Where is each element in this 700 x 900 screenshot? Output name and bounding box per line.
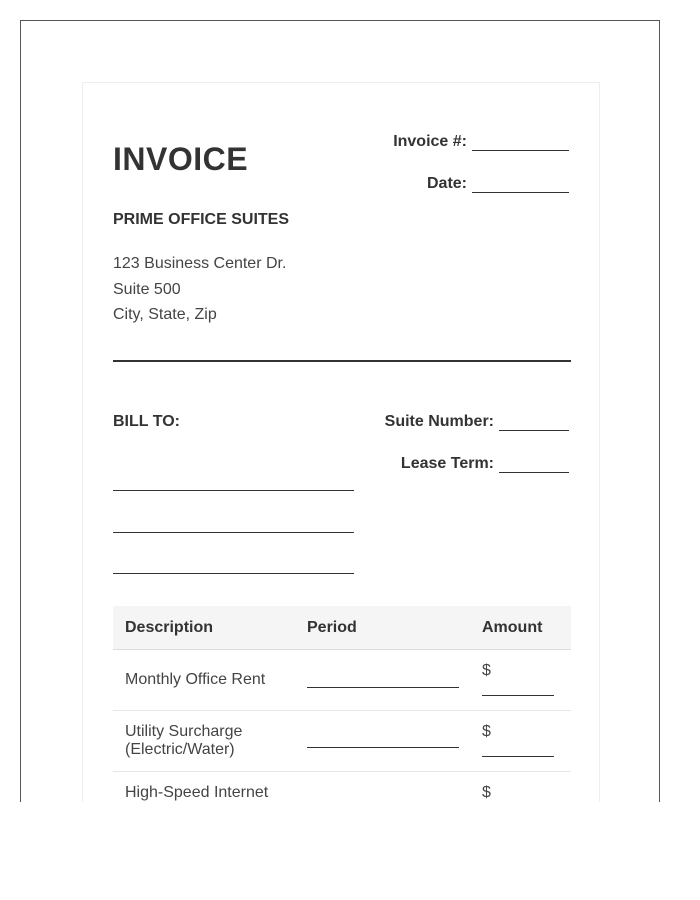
address-line: Suite 500 [113, 280, 181, 298]
address-line: City, State, Zip [113, 306, 217, 323]
date-label: Date: [426, 175, 467, 192]
bill-to-line [113, 573, 354, 574]
row-description: High-Speed Internet [125, 784, 269, 801]
currency-symbol: $ [482, 662, 491, 679]
address-line: 123 Business Center Dr. [113, 255, 287, 272]
invoice-number-blank [472, 134, 569, 151]
suite-number-blank [499, 414, 569, 431]
period-blank [307, 747, 459, 748]
bill-to-label: BILL TO: [113, 413, 180, 430]
bill-to-line [113, 532, 354, 533]
column-header-amount: Amount [482, 618, 543, 636]
suite-number-label: Suite Number: [384, 413, 494, 430]
date-field [427, 175, 569, 193]
invoice-number-field [393, 133, 569, 151]
lease-term-label: Lease Term: [400, 455, 494, 472]
lease-term-field [401, 455, 569, 473]
table-row [113, 772, 571, 802]
table-header-row [113, 606, 571, 650]
amount-blank [482, 695, 554, 696]
section-divider [113, 360, 571, 362]
bill-to-line [113, 490, 354, 491]
line-items-table [113, 606, 571, 802]
suite-number-field [385, 413, 569, 431]
currency-symbol: $ [482, 784, 491, 801]
date-blank [472, 176, 569, 193]
lease-term-blank [499, 456, 569, 473]
row-description: Utility Surcharge (Electric/Water) [125, 723, 243, 758]
company-address [113, 251, 286, 328]
column-header-period: Period [307, 618, 357, 636]
invoice-number-label: Invoice #: [393, 133, 467, 150]
table-row [113, 650, 571, 711]
period-blank [307, 687, 459, 688]
row-description: Monthly Office Rent [125, 671, 266, 688]
table-row [113, 711, 571, 772]
amount-blank [482, 756, 554, 757]
document-viewport [20, 20, 660, 802]
invoice-page [82, 82, 600, 802]
invoice-title: INVOICE [113, 141, 249, 177]
column-header-description: Description [125, 618, 214, 636]
currency-symbol: $ [482, 723, 491, 740]
company-name: PRIME OFFICE SUITES [113, 211, 290, 228]
